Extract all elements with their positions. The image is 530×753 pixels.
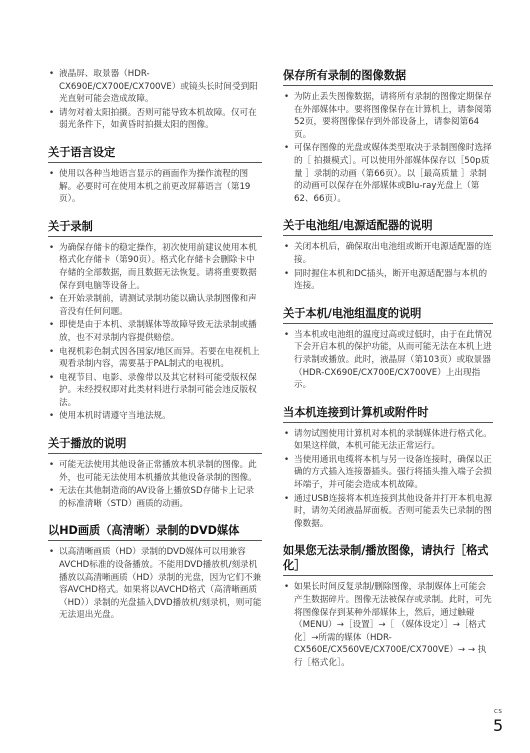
intro-bullet-list	[48, 68, 262, 132]
list-item: • 电视机彩色制式因各国家/地区而异。若要在电视机上观看录制内容，需要基于PAL制式的电视机。	[48, 346, 262, 371]
bullet-list	[283, 329, 493, 392]
list-item: • 以高清晰画质（HD）录制的DVD媒体可以用兼容AVCHD标准的设备播放。不能用DVD播放机/刻录机播放以高清晰画质（HD）录制的光盘，因为它们不兼容AVCHD格式。如果将以AVCHD格式（高清晰画质（HD））录制的光盘插入DVD播放机/刻录机，则可能无法退出光盘。	[48, 546, 262, 622]
section-heading-battery: 关于电池组/电源适配器的说明	[283, 218, 493, 236]
list-item: • 请勿试图使用计算机对本机的录制媒体进行格式化。如果这样做，本机可能无法正常运行。	[283, 428, 493, 453]
section-heading-connection: 当本机连接到计算机或附件时	[283, 405, 493, 423]
list-item: • 通过USB连接将本机连接到其他设备并打开本机电源时，请勿关闭液晶屏面板。否则可能丢失已录制的图像数据。	[283, 493, 493, 531]
bullet-list	[283, 428, 493, 531]
list-item: • 无法在其他制造商的AV设备上播放SD存储卡上记录的标准清晰（STD）画质的动画。	[48, 485, 262, 510]
section-heading-format: 如果您无法录制/播放图像，请执行［格式化］	[283, 543, 493, 576]
bullet-list	[48, 168, 262, 206]
right-column	[283, 68, 493, 671]
list-item: • 关闭本机后，确保取出电池组或断开电源适配器的连接。	[283, 241, 493, 266]
bullet-list	[283, 581, 493, 669]
list-item: • 液晶屏、取景器（HDR-CX690E/CX700E/CX700VE）或镜头长时间受到阳光直射可能会造成故障。	[48, 68, 262, 106]
list-item: • 请勿对着太阳拍摄。否则可能导致本机故障。仅可在弱光条件下，如黄昏时拍摄太阳的图像。	[48, 107, 262, 132]
list-item: • 同时握住本机和DC插头，断开电源适配器与本机的连接。	[283, 268, 493, 293]
bullet-list	[48, 242, 262, 423]
list-item: • 当本机或电池组的温度过高或过低时，由于在此情况下会开启本机的保护功能，从而可能无法在本机上进行录制或播放。此时，液晶屏（第103页）或取景器（HDR-CX690E/CX700E/CX700VE）上出现指示。	[283, 329, 493, 392]
page-number: 5	[493, 716, 504, 735]
bullet-list	[48, 459, 262, 510]
section-heading-save-data: 保存所有录制的图像数据	[283, 68, 493, 86]
section-heading-recording: 关于录制	[48, 219, 262, 237]
list-item: • 即使是由于本机、录制媒体等故障导致无法录制或播放，也不对录制内容提供赔偿。	[48, 319, 262, 344]
bullet-list	[283, 241, 493, 292]
section-heading-hd-dvd: 以HD画质（高清晰）录制的DVD媒体	[48, 523, 262, 541]
list-item: • 为确保存储卡的稳定操作，初次使用前建议使用本机格式化存储卡（第90页）。格式化存储卡会删除卡中存储的全部数据，而且数据无法恢复。请将重要数据保存到电脑等设备上。	[48, 242, 262, 292]
list-item: • 可能无法使用其他设备正常播放本机录制的图像。此外，也可能无法使用本机播放其他设备录制的图像。	[48, 459, 262, 484]
list-item: • 使用以各种当地语言显示的画面作为操作流程的图解。必要时可在使用本机之前更改屏幕语言（第19页）。	[48, 168, 262, 206]
bullet-list	[48, 546, 262, 622]
page-language-code: CS	[494, 709, 503, 715]
section-heading-language: 关于语言设定	[48, 145, 262, 163]
list-item: • 使用本机时请遵守当地法规。	[48, 410, 262, 423]
list-item: • 如果长时间反复录制/删除图像，录制媒体上可能会产生数据碎片。图像无法被保存或录制。此时，可先将图像保存到某种外部媒体上，然后，通过触碰 （MENU）→［设置］→［ （媒体设定）］→［格式化］→所需的媒体（HDR-CX560E/CX560VE/CX700E/CX700VE）→ → 执行［格式化］。	[283, 581, 493, 669]
list-item: • 在开始录制前，请测试录制功能以确认录制图像和声音没有任何问题。	[48, 293, 262, 318]
list-item: • 为防止丢失图像数据，请将所有录制的图像定期保存在外部媒体中。要将图像保存在计算机上，请参阅第52页，要将图像保存到外部设备上，请参阅第64页。	[283, 91, 493, 141]
bullet-list	[283, 91, 493, 205]
section-heading-playback: 关于播放的说明	[48, 436, 262, 454]
list-item: • 电视节目、电影、录像带以及其它材料可能受版权保护。未经授权即对此类材料进行录制可能会违反版权法。	[48, 372, 262, 410]
list-item: • 可保存图像的光盘或媒体类型取决于录制图像时选择的［ 拍摄模式］。可以使用外部媒体保存以［50p质量 ］录制的动画（第66页）。以［最高质量 ］录制的动画可以保存在外部媒体或Blu-ray光盘上（第62、66页）。	[283, 142, 493, 205]
section-heading-temperature: 关于本机/电池组温度的说明	[283, 306, 493, 324]
left-column	[48, 68, 262, 623]
list-item: • 当使用通讯电缆将本机与另一设备连接时，确保以正确的方式插入连接器插头。强行将插头推入端子会损坏端子，并可能会造成本机故障。	[283, 454, 493, 492]
